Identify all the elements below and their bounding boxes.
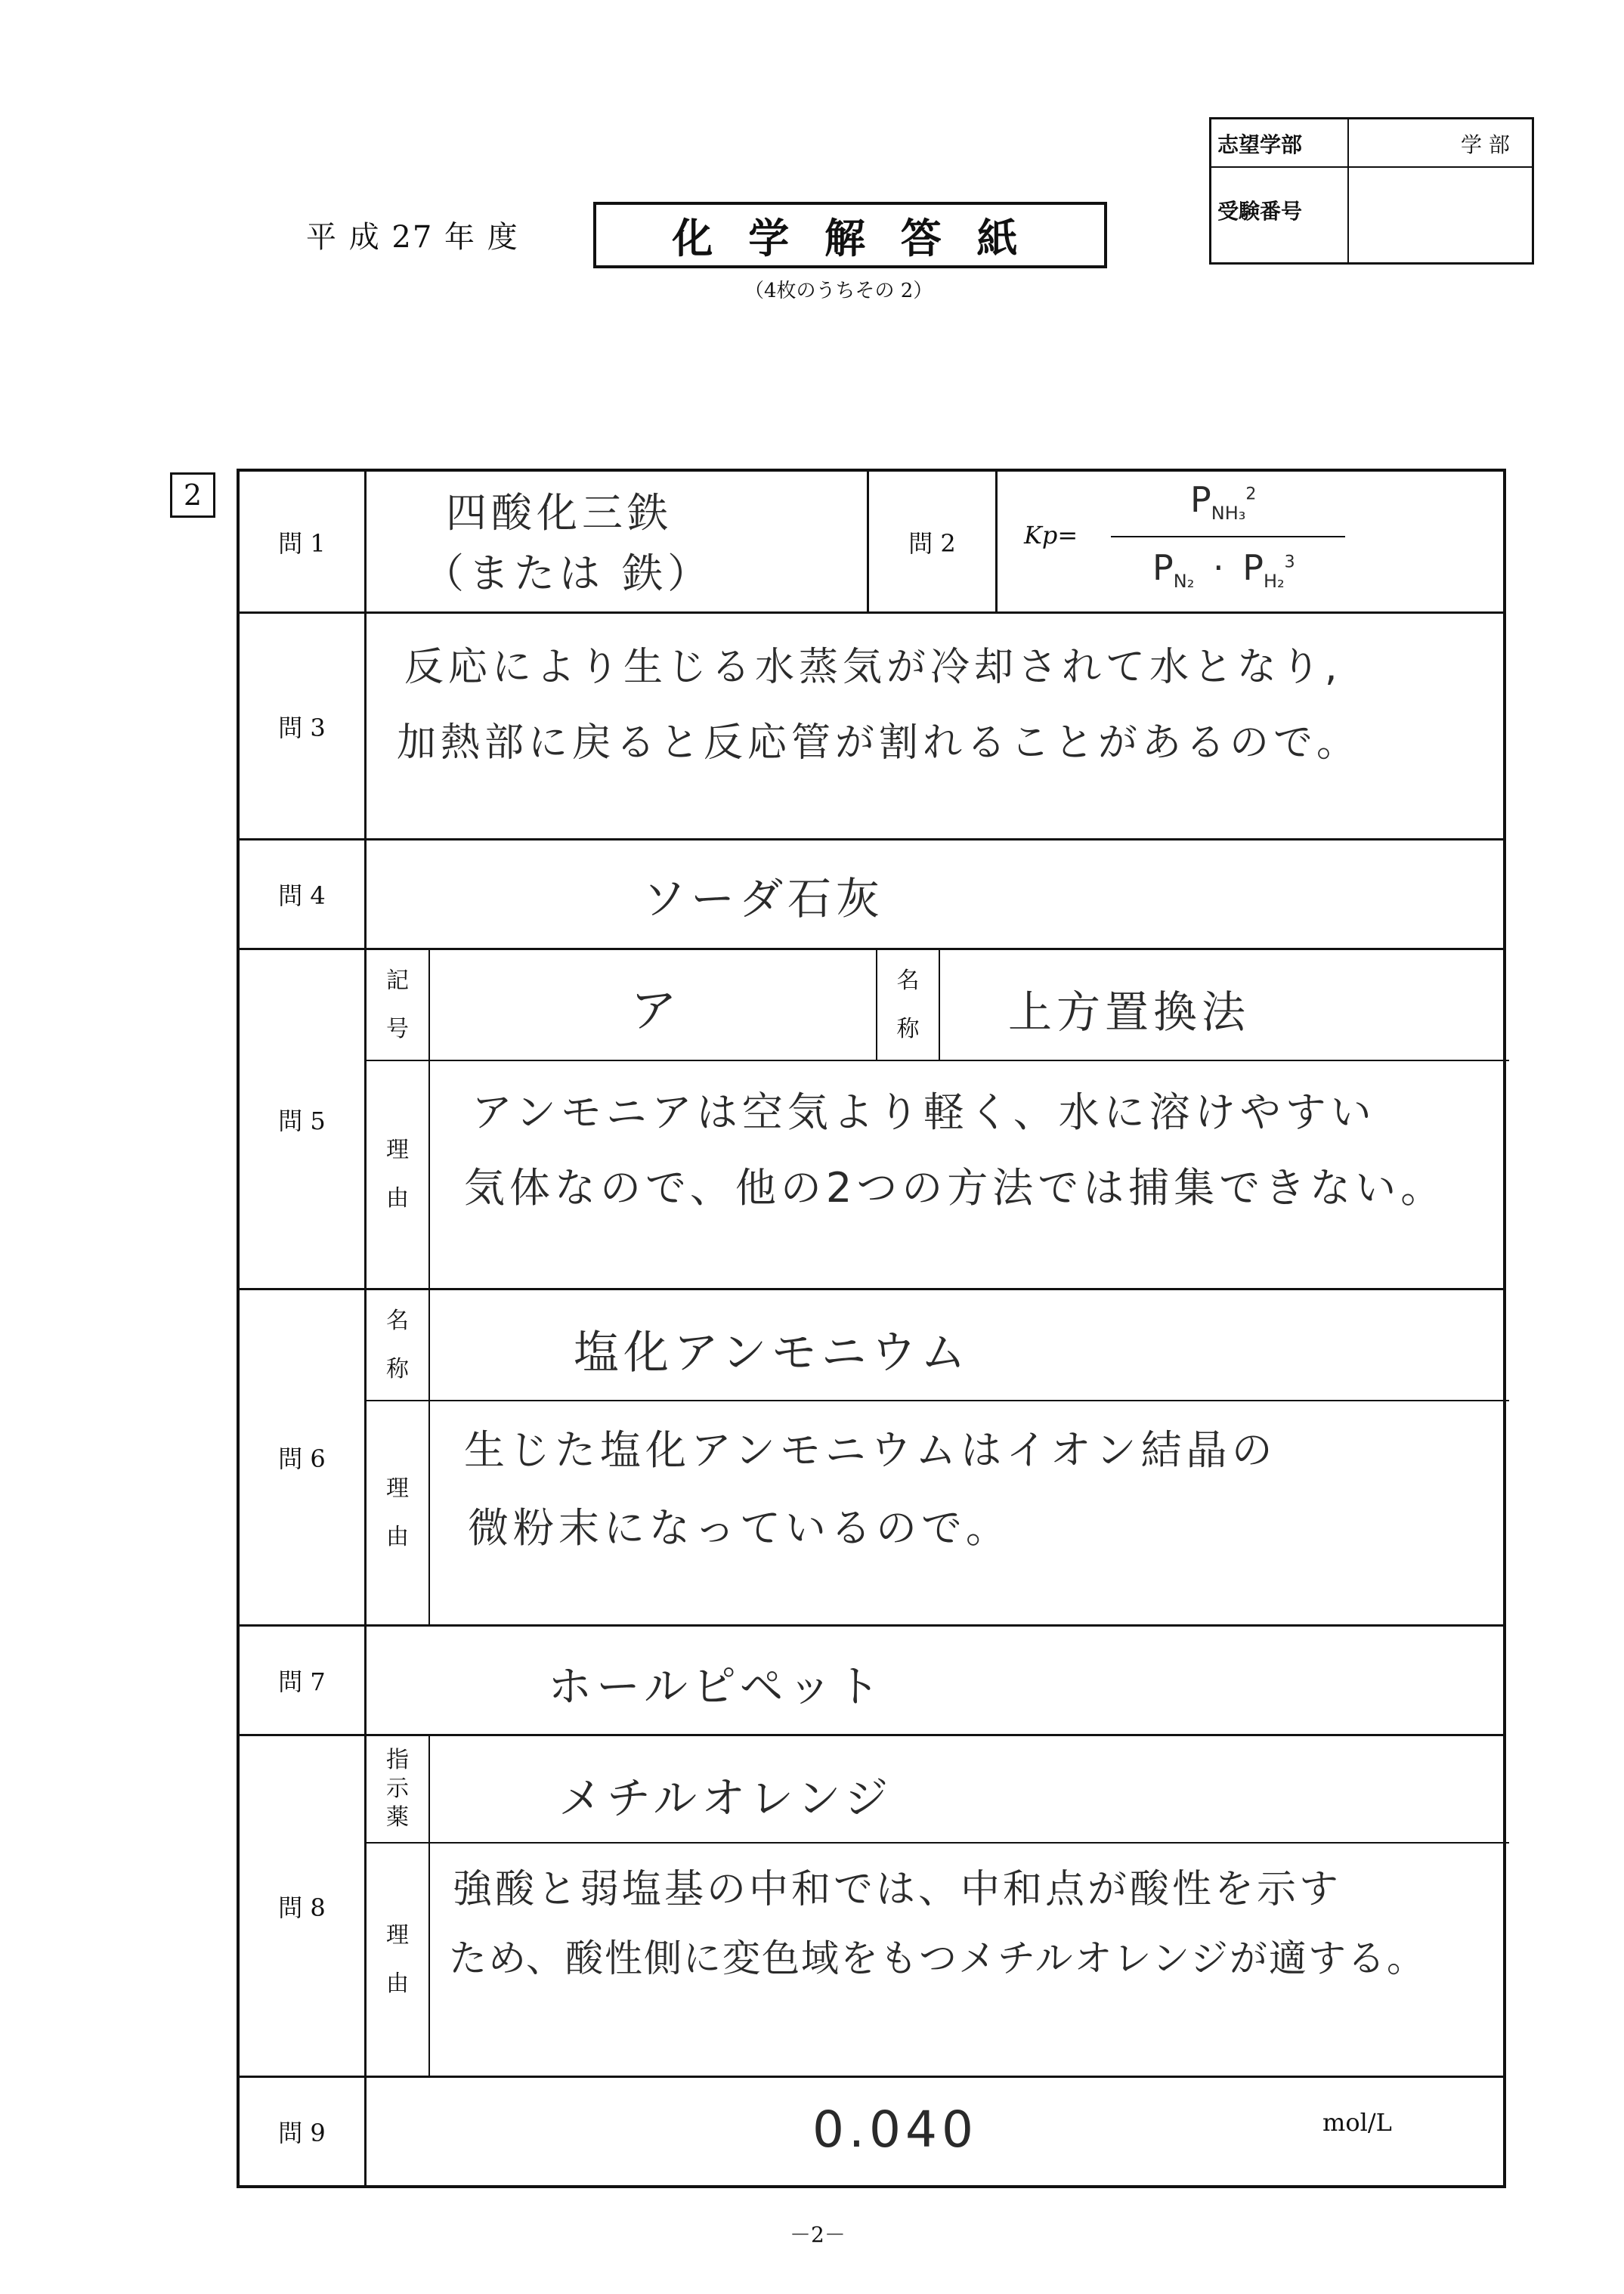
q5-reason-label-2: 由 xyxy=(386,1185,409,1212)
q9-label: 問 9 xyxy=(278,2119,326,2147)
q8-indicator-label xyxy=(367,1736,428,1842)
q5-symbol-label-1: 記 xyxy=(386,967,409,994)
q5-name-label xyxy=(877,950,939,1060)
q5-name-text: 上方置換法 xyxy=(1008,986,1251,1038)
den-sub1: N₂ xyxy=(1173,571,1195,593)
q1-label: 問 1 xyxy=(278,528,326,558)
page-number: －2－ xyxy=(790,2222,846,2247)
num-sup: 2 xyxy=(1245,484,1257,504)
den-p2: P xyxy=(1242,547,1264,588)
q5-name-answer[interactable] xyxy=(940,950,1504,1060)
applicant-info-box xyxy=(1209,117,1534,265)
faculty-input[interactable] xyxy=(1352,122,1458,163)
q8-indicator-text: メチルオレンジ xyxy=(558,1772,893,1824)
q3-answer-line2: 加熱部に戻ると反応管が割れることがあるので。 xyxy=(397,720,1360,766)
q9-unit: mol/L xyxy=(1322,2108,1392,2137)
q5-name-label-2: 称 xyxy=(896,1015,920,1042)
page-title: 化 学 解 答 紙 xyxy=(672,213,1029,262)
num-sub: NH₃ xyxy=(1211,503,1246,525)
sheet-subtitle: （4枚のうちその 2） xyxy=(744,280,933,302)
q8-indicator-label-2: 示 xyxy=(386,1775,409,1802)
q8-indicator-label-1: 指 xyxy=(386,1747,409,1773)
q6-name-label xyxy=(367,1290,428,1400)
q9-answer[interactable] xyxy=(367,2078,1504,2185)
den-p1: P xyxy=(1152,547,1174,588)
kp-numerator xyxy=(1190,479,1256,524)
den-sup2: 3 xyxy=(1284,553,1295,572)
q8-reason-label-1: 理 xyxy=(386,1921,409,1949)
q5-symbol-text: ア xyxy=(630,983,682,1038)
faculty-suffix: 学 部 xyxy=(1461,132,1510,157)
q6-name-label-1: 名 xyxy=(386,1307,409,1334)
kp-denominator xyxy=(1152,547,1295,592)
q6-name-label-2: 称 xyxy=(386,1355,409,1382)
q6-name-answer[interactable] xyxy=(430,1290,1504,1400)
q2-answer[interactable] xyxy=(998,472,1504,611)
q6-label: 問 6 xyxy=(278,1444,326,1473)
q5-reason-line2: 気体なので、他の2つの方法では捕集できない。 xyxy=(464,1164,1446,1212)
q6-reason-line2: 微粉末になっているので。 xyxy=(468,1504,1011,1552)
title-box xyxy=(593,202,1107,268)
q8-reason-label-2: 由 xyxy=(386,1970,409,1997)
q8-reason-label xyxy=(367,1844,428,2076)
q5-reason-line1: アンモニアは空気より軽く、水に溶けやすい xyxy=(472,1088,1376,1136)
q6-reason-label xyxy=(367,1401,428,1624)
fraction-bar xyxy=(1111,536,1345,537)
q3-answer[interactable] xyxy=(367,614,1504,838)
den-sub2: H₂ xyxy=(1263,571,1285,593)
q8-reason-line2: ため、酸性側に変色域をもつメチルオレンジが適する。 xyxy=(449,1936,1426,1980)
q4-answer[interactable] xyxy=(367,841,1504,948)
q1-answer-line2: （または 鉄） xyxy=(423,550,713,597)
den-dot: · xyxy=(1212,547,1224,588)
exam-number-label: 受験番号 xyxy=(1217,199,1303,224)
num-p: P xyxy=(1190,479,1211,520)
q5-reason-label xyxy=(367,1061,428,1288)
q5-symbol-label xyxy=(367,950,428,1060)
year-label: 平 成 27 年 度 xyxy=(306,220,519,255)
q4-answer-text: ソーダ石灰 xyxy=(642,873,885,924)
q6-name-text: 塩化アンモニウム xyxy=(574,1327,970,1379)
kp-symbol: Kp= xyxy=(1024,521,1078,550)
q8-label: 問 8 xyxy=(278,1893,326,1922)
q7-label: 問 7 xyxy=(278,1667,326,1696)
exam-number-input[interactable] xyxy=(1352,171,1530,262)
q5-symbol-answer[interactable] xyxy=(430,950,876,1060)
q5-reason-answer[interactable] xyxy=(430,1061,1504,1288)
q9-answer-text: 0.040 xyxy=(812,2101,978,2159)
q7-answer-text: ホールピペット xyxy=(548,1661,885,1712)
q6-reason-label-2: 由 xyxy=(386,1523,409,1550)
answer-table xyxy=(237,469,1506,2188)
q6-reason-line1: 生じた塩化アンモニウムはイオン結晶の xyxy=(464,1426,1277,1474)
section-number: 2 xyxy=(183,478,203,512)
q8-indicator-label-3: 薬 xyxy=(386,1804,409,1831)
q6-reason-label-1: 理 xyxy=(386,1475,409,1502)
q1-answer-line1: 四酸化三鉄 xyxy=(446,489,673,537)
q5-name-label-1: 名 xyxy=(896,967,920,994)
q1-answer[interactable] xyxy=(367,472,867,611)
q5-symbol-label-2: 号 xyxy=(386,1015,409,1042)
q6-reason-answer[interactable] xyxy=(430,1401,1504,1624)
q2-label: 問 2 xyxy=(908,528,956,558)
q3-answer-line1: 反応により生じる水蒸気が冷却されて水となり, xyxy=(404,645,1342,690)
q7-answer[interactable] xyxy=(367,1627,1504,1734)
q5-reason-label-1: 理 xyxy=(386,1137,409,1163)
q8-reason-answer[interactable] xyxy=(430,1844,1504,2076)
q8-indicator-answer[interactable] xyxy=(430,1736,1504,1842)
section-number-box xyxy=(170,472,215,518)
q4-label: 問 4 xyxy=(278,881,326,910)
q8-reason-line1: 強酸と弱塩基の中和では、中和点が酸性を示す xyxy=(453,1867,1342,1912)
q3-label: 問 3 xyxy=(278,713,326,742)
faculty-label: 志望学部 xyxy=(1217,132,1303,157)
q5-label: 問 5 xyxy=(278,1106,326,1135)
